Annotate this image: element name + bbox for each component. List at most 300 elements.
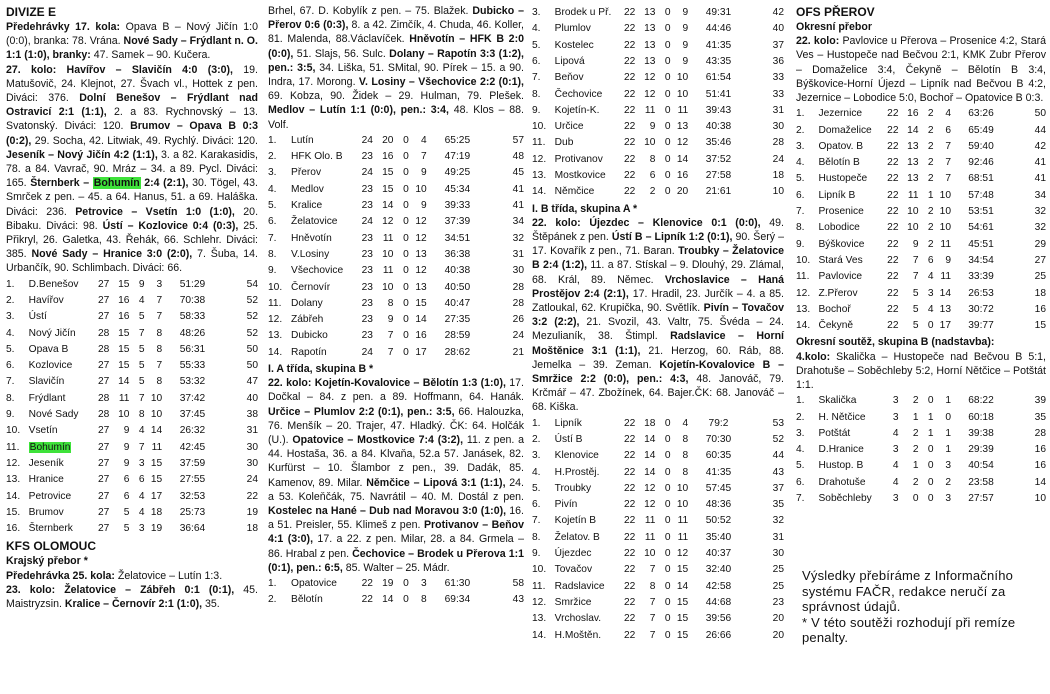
table-cell: 10 — [382, 248, 394, 260]
table-cell: 27:57 — [968, 493, 994, 505]
table-cell: 14 — [118, 376, 130, 388]
table-cell: 7 — [912, 254, 919, 266]
table-cell: 24 — [512, 330, 524, 342]
table-row — [796, 458, 1046, 474]
table-cell: 50 — [246, 343, 258, 355]
table-cell: 22 — [887, 189, 899, 201]
text-run: Jeseník – Nový Jičín 4:2 (1:1), — [6, 148, 158, 161]
table-cell: 29 — [1034, 238, 1046, 250]
team-name-cell: H.Moštěn. — [554, 629, 602, 641]
table-cell: 22 — [623, 629, 636, 641]
text-run: Nové Sady – Hranice 3:0 (2:0), — [31, 248, 193, 261]
table-row — [532, 416, 784, 432]
table-row — [796, 253, 1046, 269]
table-cell: 25:73 — [179, 506, 206, 518]
table-cell: 10 — [118, 409, 130, 421]
table-cell: 0 — [664, 548, 671, 560]
table-cell: 0 — [664, 39, 671, 51]
table-cell: 12 — [676, 548, 689, 560]
table-cell: 33:39 — [968, 271, 994, 283]
table-cell: 2. — [268, 151, 277, 163]
table-cell: 2 — [927, 124, 934, 136]
team-name-cell: Jeseník — [28, 457, 64, 469]
table-cell: 14 — [644, 466, 656, 478]
table-cell: 65:25 — [444, 134, 471, 146]
table-cell: 9 — [945, 254, 951, 266]
table-row — [6, 489, 258, 505]
table-cell: 40:38 — [444, 265, 471, 277]
table-cell: 0 — [664, 7, 671, 19]
table-cell: 45:34 — [444, 183, 471, 195]
table-cell: 48:26 — [179, 327, 206, 339]
standings-table — [796, 106, 1046, 334]
team-name-cell: Lipník B — [818, 189, 856, 201]
table-cell: 9 — [682, 23, 689, 35]
table-cell: 3 — [156, 278, 163, 290]
table-row — [6, 423, 258, 439]
table-cell: 22 — [887, 140, 899, 152]
table-cell: 11. — [532, 580, 546, 592]
table-cell: 0 — [664, 482, 671, 494]
table-row — [532, 513, 784, 529]
table-cell: 13 — [939, 303, 951, 315]
table-cell: 26:32 — [179, 425, 206, 437]
table-cell: 32:40 — [705, 564, 732, 576]
table-cell: 16 — [415, 330, 427, 342]
team-name-cell: H.Prostěj. — [554, 466, 600, 478]
table-cell: 9 — [123, 441, 130, 453]
table-cell: 4 — [892, 427, 899, 439]
text-run: 45. Maistryzsin. — [6, 583, 258, 611]
text-run: Kojetín-Kovalovice B – Smržice 2:2 (0:0), pen.: 4:3, — [532, 358, 784, 385]
table-cell: 8 — [387, 297, 394, 309]
table-cell: 12 — [415, 232, 427, 244]
table-cell: 53 — [772, 417, 784, 429]
team-name-cell: Lobodice — [818, 222, 860, 234]
table-cell: 32:53 — [179, 490, 206, 502]
table-cell: 11 — [940, 238, 951, 250]
table-cell: 60:18 — [968, 411, 994, 423]
team-name-cell: D.Benešov — [28, 278, 79, 290]
team-name-cell: Újezdec — [554, 548, 592, 560]
table-cell: 30 — [246, 457, 258, 469]
table-cell: 28 — [772, 137, 784, 149]
text-run: Šternberk – — [30, 177, 93, 190]
table-cell: 7 — [156, 295, 163, 306]
table-cell: 30 — [772, 548, 784, 560]
table-row — [6, 277, 258, 293]
table-cell: 0 — [664, 88, 671, 100]
team-name-cell: Hněvotín — [291, 232, 332, 244]
table-cell: 11 — [940, 271, 951, 283]
table-cell: 7. — [796, 493, 805, 505]
table-row — [796, 123, 1046, 139]
table-cell: 37:52 — [705, 153, 732, 165]
table-cell: 23 — [361, 151, 373, 163]
table-cell: 0 — [664, 23, 671, 35]
results-paragraph — [6, 583, 258, 611]
team-name-cell: Šternberk — [28, 523, 73, 535]
table-cell: 9. — [796, 238, 805, 250]
table-cell: 36:64 — [179, 523, 206, 535]
table-cell: 12. — [6, 457, 21, 469]
team-name-cell — [29, 440, 89, 456]
team-name-cell: Přerov — [291, 167, 322, 179]
table-cell: 8 — [156, 327, 163, 339]
table-cell: 48:36 — [705, 499, 732, 511]
table-cell: 69:34 — [444, 594, 471, 606]
text-run: Dolní Benešov – Frýdlant nad Ostravicí 2:1 (1:1), — [6, 92, 258, 119]
table-cell: 0 — [403, 134, 409, 146]
table-cell: 5 — [138, 343, 145, 355]
table-cell: 15 — [415, 297, 427, 309]
table-cell: 37:42 — [179, 392, 206, 404]
table-cell: 15 — [676, 629, 689, 641]
table-cell: 33 — [772, 88, 784, 100]
text-run: 21. Svozil, 43. Valtr, 75. Švéda – 24. Mezulianík, 38. Štimpl. — [532, 316, 784, 343]
table-cell: 13 — [644, 55, 656, 67]
section-header: OFS PŘEROV — [796, 5, 875, 19]
table-cell: 8. — [532, 88, 541, 100]
table-cell: 27 — [97, 474, 110, 486]
table-cell: 22 — [623, 121, 636, 133]
table-cell: 27 — [97, 490, 110, 502]
team-name-cell: Kojetín-K. — [554, 104, 600, 116]
text-run: 22. kolo: — [796, 35, 840, 48]
table-cell: 4 — [138, 295, 145, 306]
table-cell: 33 — [772, 72, 784, 84]
table-cell: 9 — [649, 121, 656, 133]
table-cell: 9 — [421, 200, 427, 212]
table-cell: 16 — [1034, 303, 1046, 315]
table-cell: 12 — [676, 137, 689, 149]
table-cell: 11. — [796, 271, 810, 283]
table-cell: 23 — [361, 330, 373, 342]
table-cell: 0 — [664, 499, 671, 511]
table-cell: 3. — [796, 427, 805, 439]
table-cell: 9 — [682, 55, 689, 67]
team-name-cell: Drahotuše — [818, 476, 866, 488]
table-cell: 50 — [1034, 108, 1046, 120]
text-run: Předehrávka 25. kola: — [6, 569, 115, 582]
table-cell: 13 — [415, 281, 427, 293]
team-name-cell: Želatovice — [291, 216, 338, 228]
table-cell: 22 — [623, 596, 636, 608]
table-cell: 0 — [664, 121, 671, 133]
table-cell: 11 — [644, 104, 656, 116]
table-cell: 32 — [772, 515, 784, 527]
table-row — [532, 611, 784, 627]
table-row — [268, 198, 524, 214]
table-cell: 16 — [907, 108, 919, 120]
table-cell: 0 — [403, 281, 409, 293]
table-cell: 11. — [6, 441, 20, 453]
table-row — [6, 326, 258, 342]
table-cell: 2 — [927, 222, 934, 234]
table-cell: 0 — [403, 167, 409, 179]
table-cell: 9. — [532, 548, 541, 560]
table-cell: 57:48 — [968, 189, 994, 201]
table-cell: 40:50 — [444, 281, 471, 293]
team-name-cell: Klenovice — [554, 450, 599, 462]
table-cell: 15 — [118, 343, 130, 355]
results-paragraph — [268, 4, 524, 132]
table-cell: 2 — [927, 157, 934, 169]
table-cell: 4 — [138, 506, 145, 518]
table-cell: 32 — [512, 232, 524, 244]
table-cell: 39:33 — [444, 200, 471, 212]
table-cell: 4 — [421, 134, 427, 146]
table-cell: 5 — [123, 506, 130, 518]
table-row — [6, 440, 258, 456]
table-cell: 0 — [927, 476, 934, 488]
table-cell: 31 — [772, 104, 784, 116]
table-cell: 7 — [156, 360, 163, 372]
table-cell: 4 — [927, 303, 934, 315]
table-cell: 15 — [382, 183, 394, 195]
table-cell: 22 — [887, 124, 899, 136]
table-cell: 39:38 — [968, 427, 994, 439]
team-name-cell: Lutín — [291, 134, 314, 146]
text-run: 19. Matušovič, 24. Klejnot, 27. Švach vl., Hottek z pen. Diváci: 376. — [6, 63, 258, 105]
table-cell: 58 — [512, 578, 524, 590]
table-cell: 54:61 — [968, 222, 994, 234]
table-cell: 22 — [887, 173, 899, 185]
table-cell: 18 — [772, 170, 784, 182]
table-cell: 5 — [912, 320, 919, 332]
table-cell: 4 — [892, 460, 899, 472]
table-cell: 21 — [512, 346, 524, 358]
table-cell: 22 — [887, 287, 899, 299]
table-cell: 2 — [927, 206, 934, 218]
table-cell: 0 — [403, 314, 409, 326]
table-row — [268, 231, 524, 247]
table-cell: 8 — [156, 343, 163, 355]
table-cell: 23 — [361, 314, 373, 326]
table-cell: 0 — [664, 613, 671, 625]
text-run: Kralice – Černovír 2:1 (1:0), — [64, 598, 203, 611]
team-name-cell: Skalička — [818, 395, 857, 407]
table-cell: 10 — [150, 392, 163, 404]
table-cell: 1. — [268, 578, 277, 590]
standings-table — [532, 5, 784, 201]
text-run: Nové Sady – Frýdlant n. O. 1:1 (1:0), branky: — [6, 35, 258, 62]
team-name-cell: Dubicko — [291, 330, 328, 342]
competition-title: Okresní soutěž, skupina B (nadstavba): — [796, 336, 995, 349]
text-run: V. Losiny – Všechovice 2:2 (0:1), — [358, 76, 524, 89]
table-cell: 22 — [623, 564, 636, 576]
table-cell: 30 — [512, 265, 524, 277]
table-cell: 10. — [796, 254, 811, 266]
team-name-cell: Dolany — [291, 297, 323, 309]
table-cell: 16 — [1034, 460, 1046, 472]
table-cell: 34:54 — [968, 254, 994, 266]
table-cell: 26:66 — [705, 629, 732, 641]
results-paragraph — [796, 350, 1046, 393]
disclaimer-penalty-note: * V této soutěži rozhodují při remíze penalty. — [802, 614, 1016, 646]
table-cell: 14 — [644, 433, 656, 445]
team-name-cell: Smržice — [554, 596, 592, 608]
table-cell: 5 — [138, 376, 145, 388]
team-name-cell: Troubky — [554, 482, 592, 494]
table-row — [532, 5, 784, 21]
text-run: Předehrávky 17. kola: — [6, 21, 121, 33]
table-cell: 60:35 — [705, 450, 732, 462]
table-cell: 29:39 — [968, 444, 994, 456]
table-row — [6, 407, 258, 423]
table-row — [6, 342, 258, 358]
table-cell: 4. — [796, 444, 805, 456]
table-cell: 52 — [246, 327, 258, 339]
table-cell: 26:53 — [968, 287, 994, 299]
table-row — [796, 139, 1046, 155]
table-cell: 4 — [945, 108, 951, 120]
table-cell: 14 — [939, 287, 951, 299]
table-cell: 22 — [623, 72, 636, 84]
table-row — [532, 546, 784, 562]
results-paragraph — [796, 34, 1046, 105]
text-run: Skalička – Hustopeče nad Bečvou B 5:1, Drahotuše – Soběchleby 5:2, Horní Nětčice – Potštát 1:1. — [796, 350, 1046, 391]
table-cell: 10 — [415, 183, 427, 195]
table-cell: 52 — [772, 433, 784, 445]
table-cell: 27 — [97, 457, 110, 469]
table-cell: 8 — [421, 594, 427, 606]
text-run: 2:4 (2:1), — [140, 177, 189, 190]
table-cell: 11 — [382, 232, 394, 244]
table-cell: 0 — [403, 578, 409, 590]
table-cell: 6 — [927, 254, 934, 266]
table-cell: 1 — [927, 411, 934, 423]
table-cell: 10. — [532, 121, 547, 133]
table-cell: 27 — [97, 278, 110, 290]
table-cell: 0 — [664, 417, 671, 429]
table-cell: 11 — [677, 104, 689, 116]
text-run: 48. Janováč, 79. Krčmář – 47. Zbožínek, 64. Bajer.ČK: 68. Janováč – 68. Kiška. — [532, 373, 785, 414]
text-run: 49. Štěpánek z pen. — [532, 216, 784, 243]
table-cell: 6. — [532, 55, 541, 67]
text-run: 7. Šuba, 14. Urbančík, 90. Schlimbach. Diváci: 66. — [6, 248, 259, 275]
table-cell: 10 — [907, 222, 919, 234]
table-cell: 20 — [772, 629, 784, 641]
table-cell: 37:39 — [444, 216, 471, 228]
table-cell: 57:45 — [705, 482, 732, 494]
table-cell: 27 — [97, 425, 110, 437]
table-cell: 15 — [118, 360, 130, 372]
text-run: Němčice – Lipová 3:1 (1:1), — [366, 476, 506, 489]
table-cell: 1 — [945, 444, 951, 456]
team-name-cell: Tovačov — [554, 564, 593, 576]
table-cell: 7 — [649, 629, 656, 641]
team-name-cell: Lipová — [554, 55, 585, 67]
table-cell: 0 — [403, 297, 409, 309]
table-cell: 22 — [623, 153, 636, 165]
table-cell: 7 — [912, 271, 919, 283]
table-cell: 0 — [664, 515, 671, 527]
text-run: 21. Herzog, 60. Ráb, 88. Jemelka – 39. Zeman. — [532, 344, 784, 371]
table-cell: 10 — [676, 499, 689, 511]
table-cell: 8. — [6, 392, 15, 404]
standings-table — [532, 416, 784, 644]
column-divize-e — [6, 4, 258, 611]
team-name-cell: Bělotín B — [818, 157, 860, 169]
text-run: 16. a 51. Preisler, 55. Klimeš z pen. — [268, 505, 524, 532]
table-cell: 92:46 — [968, 157, 994, 169]
table-cell: 12 — [644, 499, 656, 511]
table-cell: 41 — [512, 183, 524, 195]
table-cell: 22 — [623, 7, 636, 19]
table-cell: 40:47 — [444, 297, 471, 309]
team-name-cell: Kojetín B — [554, 515, 597, 527]
table-cell: 41 — [1034, 157, 1046, 169]
table-cell: 0 — [664, 596, 671, 608]
table-cell: 50 — [246, 360, 258, 372]
table-cell: 17 — [415, 346, 427, 358]
table-cell: 1 — [912, 460, 919, 472]
table-cell: 10 — [150, 409, 163, 421]
table-cell: 22 — [887, 303, 899, 315]
team-name-cell: Želatov. B — [554, 531, 600, 543]
table-cell: 10 — [1034, 493, 1046, 505]
table-cell: 15. — [6, 506, 21, 518]
table-cell: 13 — [907, 140, 919, 152]
team-name-cell: H. Nětčice — [818, 411, 866, 423]
table-cell: 4 — [138, 490, 145, 502]
table-row — [6, 374, 258, 390]
table-cell: 7 — [138, 392, 145, 404]
table-row — [532, 21, 784, 37]
table-cell: 4 — [682, 417, 689, 429]
team-name-cell: Bochoř — [818, 303, 851, 315]
text-run: Pavlovice u Přerova – Prosenice 4:2, Stará Ves – Hustopeče nad Bečvou 2:1, KMK Zubr Přerov – Domaželice 3:4, Čekyně – Bělotín B 3:4, Býškovice-Horní Újezd – Lipník nad Bečvou B 4:2, Jezernice – Lobodice 5:0, Bochoř – Opatovice B 0:3. — [796, 35, 1046, 105]
text-run: 4.kolo: — [796, 350, 831, 363]
table-cell: 27 — [1034, 254, 1046, 266]
table-row — [532, 595, 784, 611]
text-run: Určice – Plumlov 2:2 (0:1), pen.: 3:5, — [268, 405, 455, 418]
table-cell: 12. — [268, 314, 283, 326]
table-cell: 4 — [138, 425, 145, 437]
table-cell: 7 — [649, 613, 656, 625]
table-cell: 58:33 — [179, 311, 206, 323]
table-cell: 3 — [892, 395, 899, 407]
table-cell: 79:2 — [708, 417, 729, 429]
table-cell: 0 — [664, 104, 671, 116]
table-cell: 8. — [268, 248, 277, 260]
text-run: 34. Liška, 51. SMital, 90. Pírek – 15. a 90. Indra, 17. Morong. — [268, 61, 524, 89]
table-cell: 28 — [97, 392, 110, 404]
table-cell: 23 — [361, 281, 373, 293]
table-cell: 1 — [912, 411, 919, 423]
table-row — [268, 280, 524, 296]
table-cell: 15 — [118, 327, 130, 339]
table-row — [268, 312, 524, 328]
table-cell: 51:41 — [705, 88, 732, 100]
table-cell: 2. — [6, 295, 15, 306]
table-cell: 3 — [138, 523, 145, 535]
table-cell: 39:56 — [705, 613, 732, 625]
table-cell: 2 — [912, 395, 919, 407]
table-cell: 42:45 — [179, 441, 206, 453]
table-cell: 61:54 — [705, 72, 732, 84]
table-row — [6, 472, 258, 488]
table-cell: 37:59 — [179, 457, 206, 469]
table-cell: 63:26 — [968, 108, 994, 120]
team-name-cell: Kozlovice — [28, 360, 73, 372]
table-cell: 34 — [512, 216, 524, 228]
table-cell: 23 — [361, 297, 373, 309]
table-cell: 12 — [415, 216, 427, 228]
table-row — [532, 135, 784, 151]
text-run: 85. Walter – 25. Mádr. — [342, 561, 450, 574]
